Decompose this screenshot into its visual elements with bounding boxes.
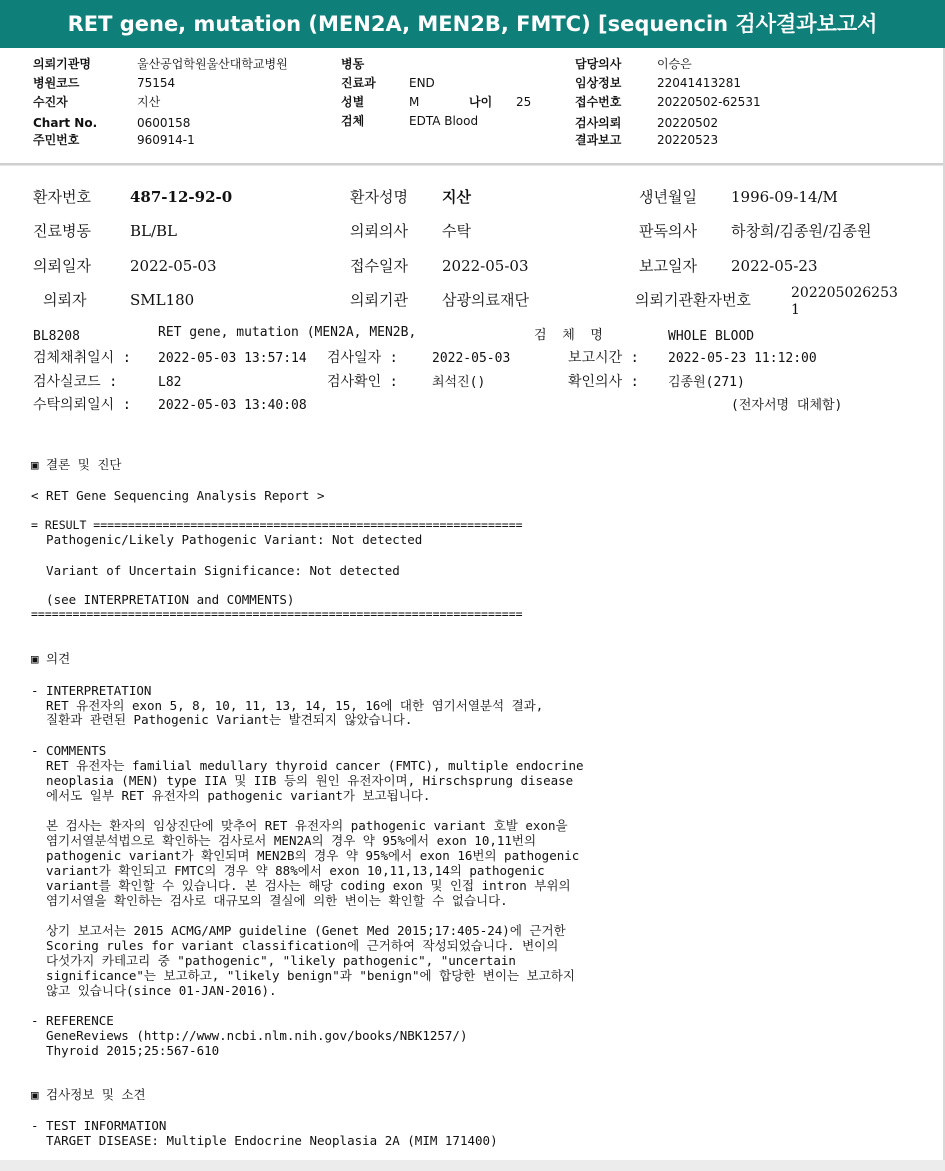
- header-label-examinee: 수진자: [33, 95, 68, 109]
- test-date-label: 검사일자 :: [327, 350, 398, 366]
- esign-note: (전자서명 대체함): [731, 398, 843, 413]
- test-code: BL8208: [33, 329, 80, 344]
- header-value-institution: 울산공업학원울산대학교병원: [137, 57, 288, 71]
- specimen-name-value: WHOLE BLOOD: [668, 329, 755, 344]
- header-label-clinical-info: 임상정보: [575, 76, 622, 90]
- comments-p2-line-5: variant를 확인할 수 있습니다. 본 검사는 해당 coding exon 및 인접 intron 부위의: [31, 878, 571, 893]
- dob-value: 1996-09-14/M: [731, 188, 838, 206]
- confirm-label: 검사확인 :: [327, 374, 398, 390]
- result-header: = RESULT ==============================================================: [31, 518, 523, 532]
- comments-p2-line-4: variant가 확인되고 FMTC의 경우 약 88%에서 exon 10,11,13,14의 pathogenic: [31, 863, 545, 878]
- test-name: RET gene, mutation (MEN2A, MEN2B,: [158, 325, 417, 340]
- header-value-hospital-code: 75154: [137, 76, 176, 90]
- header-label-institution: 의뢰기관명: [33, 57, 91, 71]
- test-date-value: 2022-05-03: [432, 351, 511, 366]
- header-label-chart-no: Chart No.: [33, 116, 98, 130]
- patient-no-label: 환자번호: [33, 188, 91, 206]
- report-heading: < RET Gene Sequencing Analysis Report >: [31, 488, 325, 503]
- comments-p3-line-2: Scoring rules for variant classification에 근거하여 작성되었습니다. 변이의: [31, 938, 559, 953]
- section-test-info: ▣ 검사정보 및 소견: [31, 1087, 146, 1102]
- inst-patient-no-value: 202205026253: [791, 285, 898, 301]
- header-value-dept: END: [409, 76, 435, 90]
- section-conclusion: ▣ 결론 및 진단: [31, 457, 122, 472]
- comments-p1-line-1: RET 유전자는 familial medullary thyroid cancer (FMTC), multiple endocrine: [31, 758, 584, 773]
- header-value-resident-no: 960914-1: [137, 133, 195, 147]
- result-pathogenic: Pathogenic/Likely Pathogenic Variant: Not detected: [31, 532, 423, 547]
- test-info-target-disease: TARGET DISEASE: Multiple Endocrine Neoplasia 2A (MIM 171400): [31, 1133, 498, 1148]
- header-label-dept: 진료과: [341, 76, 376, 90]
- header-value-clinical-info: 22041413281: [657, 76, 741, 90]
- report-date-label: 보고일자: [639, 257, 697, 275]
- section-opinion: ▣ 의견: [31, 651, 71, 666]
- confirm-value: 최석진(): [432, 375, 486, 390]
- reference-line-2: Thyroid 2015;25:567-610: [31, 1043, 220, 1058]
- interpretation-line-2: 질환과 관련된 Pathogenic Variant는 발견되지 않았습니다.: [31, 712, 413, 727]
- dob-label: 생년월일: [639, 188, 697, 206]
- reading-doctor-label: 판독의사: [639, 222, 697, 240]
- recv-date-value: 2022-05-03: [442, 257, 529, 275]
- report-time-value: 2022-05-23 11:12:00: [668, 351, 817, 366]
- req-doctor-value: 수탁: [442, 222, 471, 240]
- comments-p2-line-3: pathogenic variant가 확인되며 MEN2B의 경우 약 95%에서 exon 16번의 pathogenic: [31, 848, 580, 863]
- comments-p2-line-2: 염기서열분석법으로 확인하는 검사로서 MEN2A의 경우 약 95%에서 exon 10,11번의: [31, 833, 537, 848]
- test-info-title: - TEST INFORMATION: [31, 1118, 167, 1133]
- header-value-examinee: 지산: [137, 95, 161, 109]
- comments-p3-line-5: 않고 있습니다(since 01-JAN-2016).: [31, 983, 277, 998]
- header-label-ward: 병동: [341, 57, 365, 71]
- header-label-doctor: 담당의사: [575, 57, 622, 71]
- req-date-label: 의뢰일자: [33, 257, 91, 275]
- result-see: (see INTERPRETATION and COMMENTS): [31, 592, 295, 607]
- recv-date-label: 접수일자: [350, 257, 408, 275]
- patient-no-value: 487-12-92-0: [130, 188, 233, 206]
- comments-title: - COMMENTS: [31, 743, 107, 758]
- header-label-specimen: 검체: [341, 114, 365, 128]
- header-value-test-request: 20220502: [657, 116, 719, 130]
- header-value-specimen: EDTA Blood: [409, 114, 479, 128]
- header-value-doctor: 이승은: [657, 57, 692, 71]
- report-time-label: 보고시간 :: [568, 350, 639, 366]
- result-vus: Variant of Uncertain Significance: Not detected: [31, 563, 400, 578]
- comments-p1-line-2: neoplasia (MEN) type IIA 및 IIB 등의 원인 유전자이며, Hirschsprung disease: [31, 773, 574, 788]
- requester-label: 의뢰자: [43, 291, 87, 309]
- header-label-hospital-code: 병원코드: [33, 76, 80, 90]
- comments-p1-line-3: 에서도 일부 RET 유전자의 pathogenic variant가 보고됩니다.: [31, 788, 431, 803]
- header-label-result-report: 결과보고: [575, 133, 622, 147]
- specimen-name-label: 검 체 명: [534, 328, 603, 343]
- header-value-chart-no: 0600158: [137, 116, 191, 130]
- ward-label: 진료병동: [33, 222, 91, 240]
- patient-name-value: 지산: [442, 188, 471, 206]
- interpretation-title: - INTERPRETATION: [31, 683, 152, 698]
- header-divider-shadow: [0, 165, 945, 166]
- room-code-label: 검사실코드 :: [33, 374, 118, 390]
- header-value-receipt-no: 20220502-62531: [657, 95, 761, 109]
- reading-doctor-value: 하창희/김종원/김종원: [731, 222, 872, 240]
- result-footer: =======================================================================: [31, 607, 523, 621]
- header-label-age: 나이: [469, 95, 493, 109]
- reference-line-1: GeneReviews (http://www.ncbi.nlm.nih.gov/books/NBK1257/): [31, 1028, 468, 1043]
- comments-p3-line-3: 다섯가지 카테고리 중 "pathogenic", "likely pathogenic", "uncertain: [31, 953, 516, 968]
- consign-value: 2022-05-03 13:40:08: [158, 398, 307, 413]
- header-label-sex: 성별: [341, 95, 365, 109]
- room-code-value: L82: [158, 375, 182, 390]
- comments-p2-line-6: 염기서열을 확인하는 검사로 대규모의 결실에 의한 변이는 확인할 수 없습니다.: [31, 893, 508, 908]
- reference-title: - REFERENCE: [31, 1013, 114, 1028]
- confirm-doctor-label: 확인의사 :: [568, 374, 639, 390]
- requester-value: SML180: [130, 291, 195, 309]
- interpretation-line-1: RET 유전자의 exon 5, 8, 10, 11, 13, 14, 15, 16에 대한 염기서열분석 결과,: [31, 698, 544, 713]
- collect-label: 검체채취일시 :: [33, 350, 132, 366]
- header-label-test-request: 검사의뢰: [575, 116, 622, 130]
- comments-p3-line-1: 상기 보고서는 2015 ACMG/AMP guideline (Genet Med 2015;17:405-24)에 근거한: [31, 923, 566, 938]
- req-doctor-label: 의뢰의사: [350, 222, 408, 240]
- patient-name-label: 환자성명: [350, 188, 408, 206]
- report-title: RET gene, mutation (MEN2A, MEN2B, FMTC) [sequencin 검사결과보고서: [0, 0, 945, 48]
- header-value-age: 25: [516, 95, 532, 109]
- inst-patient-no-value-cont: 1: [791, 302, 800, 318]
- req-date-value: 2022-05-03: [130, 257, 217, 275]
- confirm-doctor-value: 김종원(271): [668, 375, 745, 390]
- inst-patient-no-label: 의뢰기관환자번호: [635, 291, 751, 309]
- header-value-result-report: 20220523: [657, 133, 719, 147]
- collect-value: 2022-05-03 13:57:14: [158, 351, 307, 366]
- comments-p2-line-1: 본 검사는 환자의 임상진단에 맞추어 RET 유전자의 pathogenic variant 호발 exon을: [31, 818, 568, 833]
- req-inst-value: 삼광의료재단: [442, 291, 529, 309]
- header-label-receipt-no: 접수번호: [575, 95, 622, 109]
- header-label-resident-no: 주민번호: [33, 133, 80, 147]
- consign-label: 수탁의뢰일시 :: [33, 397, 132, 413]
- ward-value: BL/BL: [130, 222, 178, 240]
- comments-p3-line-4: significance"는 보고하고, "likely benign"과 "benign"에 합당한 변이는 보고하지: [31, 968, 575, 983]
- req-inst-label: 의뢰기관: [350, 291, 408, 309]
- report-date-value: 2022-05-23: [731, 257, 818, 275]
- header-value-sex: M: [409, 95, 420, 109]
- bottom-scroll-area: [0, 1160, 945, 1171]
